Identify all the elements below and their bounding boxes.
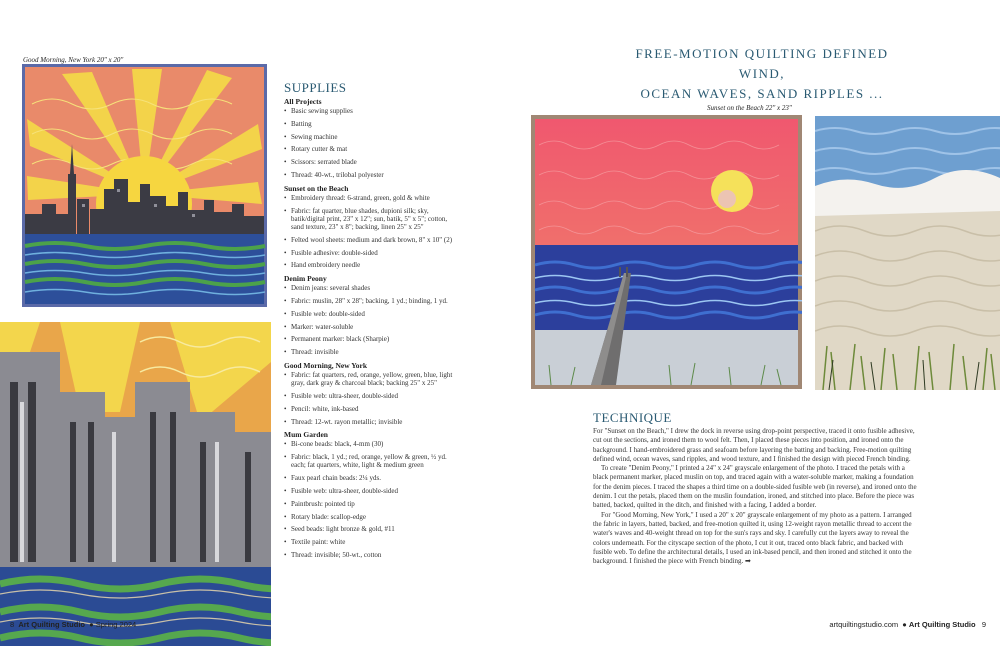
supplies-group-title: Mum Garden bbox=[284, 430, 328, 440]
skyline-detail-photo bbox=[0, 322, 271, 646]
headline-line-2: OCEAN WAVES, SAND RIPPLES ... bbox=[640, 86, 884, 101]
footer-left-magazine: Art Quilting Studio bbox=[18, 620, 85, 629]
supplies-list-item: • Fabric: fat quarter, blue shades, dupioni silk; sky, batik/digital print, 23" x 12"; sun, batik, 5" x 5"; cotton, sand texture, 23" x 8"; backing, linen 25" x 25" bbox=[284, 207, 460, 232]
supplies-list-item: • Felted wool sheets: medium and dark brown, 8" x 10" (2) bbox=[284, 236, 460, 244]
supplies-list bbox=[284, 194, 460, 270]
sunset-quilt-photo bbox=[531, 115, 802, 389]
footer-left-page-number: 8 bbox=[10, 620, 15, 629]
beach-detail-photo bbox=[815, 116, 1000, 390]
technique-paragraph-1: For "Sunset on the Beach," I drew the dock in reverse using drop-point perspective, traced it onto fusible adhesive, cut out the sections, and ironed them to wool felt. Then, I placed these pieces into position, and ironed onto the background. I hand-embroidered grass and seafoam before layering the batting and backing. Free-motion quilting defined wind, ocean waves, sand ripples, and wood texture, and I finished the design with pieced French binding. bbox=[593, 427, 915, 463]
supplies-list-item: • Thread: 40-wt., trilobal polyester bbox=[284, 171, 460, 179]
photo-caption-good-morning: Good Morning, New York 20" x 20" bbox=[23, 56, 124, 64]
photo-caption-sunset: Sunset on the Beach 22" x 23" bbox=[707, 104, 792, 112]
footer-right-magazine: Art Quilting Studio bbox=[908, 620, 976, 629]
supplies-list-item: • Pencil: white, ink-based bbox=[284, 405, 460, 413]
supplies-list-item: • Fabric: black, 1 yd.; red, orange, yellow & green, ½ yd. each; fat quarters, white, light & medium green bbox=[284, 453, 460, 469]
headline-line-1: FREE-MOTION QUILTING DEFINED WIND, bbox=[635, 46, 889, 81]
supplies-group-title: Good Morning, New York bbox=[284, 360, 368, 370]
supplies-title: SUPPLIES bbox=[284, 80, 347, 95]
supplies-group-title: Denim Peony bbox=[284, 274, 327, 284]
supplies-section bbox=[284, 80, 460, 564]
supplies-list-item: • Thread: invisible; 50-wt., cotton bbox=[284, 551, 460, 559]
supplies-list-item: • Bi-cone beads: black, 4-mm (30) bbox=[284, 440, 460, 448]
footer-right-page-number: 9 bbox=[981, 620, 986, 629]
supplies-list-item: • Paintbrush: pointed tip bbox=[284, 500, 460, 508]
supplies-list-item: • Marker: water-soluble bbox=[284, 323, 460, 331]
supplies-list-item: • Basic sewing supplies bbox=[284, 107, 460, 115]
footer-right-url: artquiltingstudio.com bbox=[829, 620, 899, 629]
supplies-list-item: • Thread: invisible bbox=[284, 348, 460, 356]
supplies-group-title: All Projects bbox=[284, 97, 322, 106]
supplies-list-item: • Fabric: muslin, 28" x 28"; backing, 1 yd.; binding, 1 yd. bbox=[284, 297, 460, 305]
supplies-list-item: • Rotary cutter & mat bbox=[284, 145, 460, 153]
supplies-list bbox=[284, 284, 460, 356]
supplies-list-item: • Hand embroidery needle bbox=[284, 261, 460, 269]
supplies-list bbox=[284, 371, 460, 426]
page-headline bbox=[612, 44, 912, 104]
supplies-list-item: • Seed beads: light bronze & gold, #11 bbox=[284, 525, 460, 533]
supplies-list bbox=[284, 107, 460, 179]
supplies-list-item: • Embroidery thread: 6-strand, green, gold & white bbox=[284, 194, 460, 202]
supplies-list-item: • Denim jeans: several shades bbox=[284, 284, 460, 292]
supplies-list-item: • Thread: 12-wt. rayon metallic; invisible bbox=[284, 418, 460, 426]
supplies-list-item: • Sewing machine bbox=[284, 133, 460, 141]
technique-paragraph-2: To create "Denim Peony," I printed a 24" x 24" grayscale enlargement of the photo. I traced the petals with a black permanent marker, placed muslin on top, and traced again with a water-soluble marker, making a foundation for the denim pieces. I traced the shapes a third time on a double-sided fusible web (in reverse), and ironed onto the denim. I cut the petals, placed them on the muslin foundation, ironed, and stitched into place. Before the piece was batted, backed, quilted in the ditch, and finished with a facing, I added a border. bbox=[593, 464, 917, 510]
supplies-list-item: • Permanent marker: black (Sharpie) bbox=[284, 335, 460, 343]
supplies-list-item: • Fusible adhesive: double-sided bbox=[284, 249, 460, 257]
supplies-list-item: • Fusible web: double-sided bbox=[284, 310, 460, 318]
supplies-list-item: • Fusible web: ultra-sheer, double-sided bbox=[284, 392, 460, 400]
supplies-list bbox=[284, 440, 460, 559]
supplies-groups bbox=[284, 97, 460, 559]
footer-left-issue: Spring 2024 bbox=[95, 620, 137, 629]
supplies-list-item: • Fusible web: ultra-sheer, double-sided bbox=[284, 487, 460, 495]
supplies-list-item: • Batting bbox=[284, 120, 460, 128]
supplies-list-item: • Scissors: serrated blade bbox=[284, 158, 460, 166]
good-morning-quilt-photo bbox=[22, 64, 267, 307]
technique-title: TECHNIQUE bbox=[593, 410, 672, 425]
technique-paragraph-3: For "Good Morning, New York," I used a 20" x 20" grayscale enlargement of my photo as a pattern. I arranged the fabric in layers, batted, backed, and free-motion quilted it, using 12-weight rayon metallic thread to accent the water's waves and 40-weight thread on top for the sun's rays and sky. I carefully cut the layers away to reveal the colors underneath. For the cityscape section of the photo, I cut it out, traced onto black fabric, and backed with fusible web. To define the architectural details, I used an ink-based pencil, and then ironed and stitched it onto the background. I finished the piece with French binding. ➡ bbox=[593, 510, 912, 566]
footer-left: 8 Art Quilting Studio ● Spring 2024 bbox=[10, 620, 137, 629]
supplies-list-item: • Rotary blade: scallop-edge bbox=[284, 513, 460, 521]
supplies-list-item: • Fabric: fat quarters, red, orange, yellow, green, blue, light gray, dark gray & charcoal black; backing 25" x 25" bbox=[284, 371, 460, 387]
technique-section bbox=[593, 410, 919, 566]
supplies-list-item: • Faux pearl chain beads: 2¼ yds. bbox=[284, 474, 460, 482]
supplies-group-title: Sunset on the Beach bbox=[284, 183, 349, 193]
supplies-list-item: • Textile paint: white bbox=[284, 538, 460, 546]
footer-right: artquiltingstudio.com ● Art Quilting Studio 9 bbox=[829, 620, 986, 629]
